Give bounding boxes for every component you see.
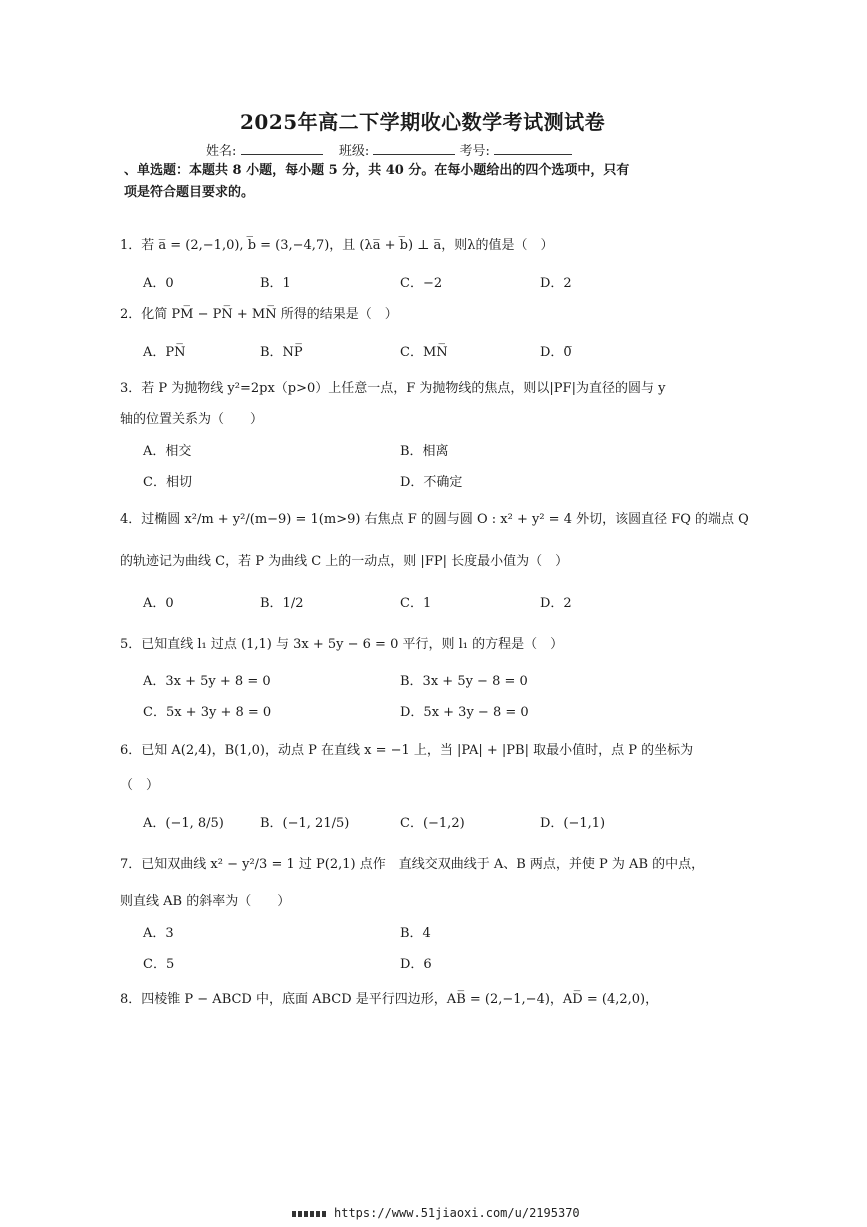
question-6-line-2: （ ）	[120, 778, 160, 793]
q2-option-c: C．MN̅	[400, 345, 448, 360]
section-heading	[124, 160, 629, 204]
q4-option-a: A．0	[143, 596, 174, 611]
question-4-line-1: 4．过椭圆 x²/m + y²/(m−9) = 1(m>9) 右焦点 F 的圆与圆 O : x² + y² = 4 外切，该圆直径 FQ 的端点 Q	[120, 512, 749, 527]
q7-option-d: D．6	[400, 957, 432, 972]
q5-option-d: D．5x + 3y − 8 = 0	[400, 705, 529, 720]
name-label: 姓名:	[206, 144, 237, 159]
q5-option-a: A．3x + 5y + 8 = 0	[143, 674, 271, 689]
q3-option-a: A．相交	[143, 444, 192, 459]
exam-no-blank[interactable]	[494, 142, 572, 155]
question-6-line-1: 6．已知 A(2,4)，B(1,0)，动点 P 在直线 x = −1 上，当 |PA| + |PB| 取最小值时，点 P 的坐标为	[120, 743, 694, 758]
class-label: 班级:	[338, 144, 370, 159]
q1-option-d: D．2	[540, 276, 572, 291]
question-4-line-2: 的轨迹记为曲线 C，若 P 为曲线 C 上的一动点，则 |FP| 长度最小值为（ ）	[120, 554, 569, 569]
q6-option-b: B．(−1, 21/5)	[260, 816, 350, 831]
q3-option-b: B．相离	[400, 444, 449, 459]
section-line-2: 项是符合题目要求的。	[124, 185, 255, 200]
q2-option-a: A．PN̅	[143, 345, 186, 360]
q7-option-b: B．4	[400, 926, 431, 941]
q5-option-c: C．5x + 3y + 8 = 0	[143, 705, 272, 720]
q6-option-d: D．(−1,1)	[540, 816, 606, 831]
question-8: 8．四棱锥 P − ABCD 中，底面 ABCD 是平行四边形，AB̅ = (2,−1,−4)，AD̅ = (4,2,0)，	[120, 992, 659, 1007]
q1-option-a: A．0	[143, 276, 174, 291]
watermark-icon	[292, 1211, 326, 1217]
question-3-line-1: 3．若 P 为抛物线 y²=2px（p>0）上任意一点，F 为抛物线的焦点，则以|PF|为直径的圆与 y	[120, 381, 666, 396]
q7-option-c: C．5	[143, 957, 175, 972]
q2-option-d: D．0̅	[540, 345, 572, 360]
q3-option-c: C．相切	[143, 475, 192, 490]
section-line-1: 、单选题：本题共 8 小题，每小题 5 分，共 40 分。在每小题给出的四个选项中，只有	[124, 163, 630, 178]
q1-option-c: C．−2	[400, 276, 443, 291]
student-info	[206, 140, 572, 159]
question-1: 1．若 a̅ = (2,−1,0), b̅ = (3,−4,7)，且 (λa̅ + b̅) ⊥ a̅，则λ的值是（ ）	[120, 238, 554, 253]
q4-option-d: D．2	[540, 596, 572, 611]
exam-no-label: 考号:	[459, 144, 490, 159]
q1-option-b: B．1	[260, 276, 291, 291]
question-3-line-2: 轴的位置关系为（ ）	[120, 412, 264, 427]
q2-option-b: B．NP̅	[260, 345, 303, 360]
question-7-line-2: 则直线 AB 的斜率为（ ）	[120, 894, 291, 909]
q3-option-d: D．不确定	[400, 475, 463, 490]
page-title: 2025年高二下学期收心数学考试测试卷	[240, 110, 606, 134]
q4-option-b: B．1/2	[260, 596, 304, 611]
class-blank[interactable]	[373, 142, 455, 155]
q7-option-a: A．3	[143, 926, 174, 941]
footer	[292, 1206, 580, 1220]
name-blank[interactable]	[241, 142, 323, 155]
question-5: 5．已知直线 l₁ 过点 (1,1) 与 3x + 5y − 6 = 0 平行，则 l₁ 的方程是（ ）	[120, 637, 564, 652]
q6-option-a: A．(−1, 8/5)	[143, 816, 224, 831]
question-7-line-1: 7．已知双曲线 x² − y²/3 = 1 过 P(2,1) 点作 直线交双曲线于 A、B 两点，并使 P 为 AB 的中点，	[120, 857, 705, 872]
q4-option-c: C．1	[400, 596, 432, 611]
footer-url-link[interactable]: https://www.51jiaoxi.com/u/2195370	[334, 1206, 580, 1220]
question-2: 2．化简 PM̅ − PN̅ + MN̅ 所得的结果是（ ）	[120, 307, 398, 322]
q6-option-c: C．(−1,2)	[400, 816, 465, 831]
q5-option-b: B．3x + 5y − 8 = 0	[400, 674, 528, 689]
